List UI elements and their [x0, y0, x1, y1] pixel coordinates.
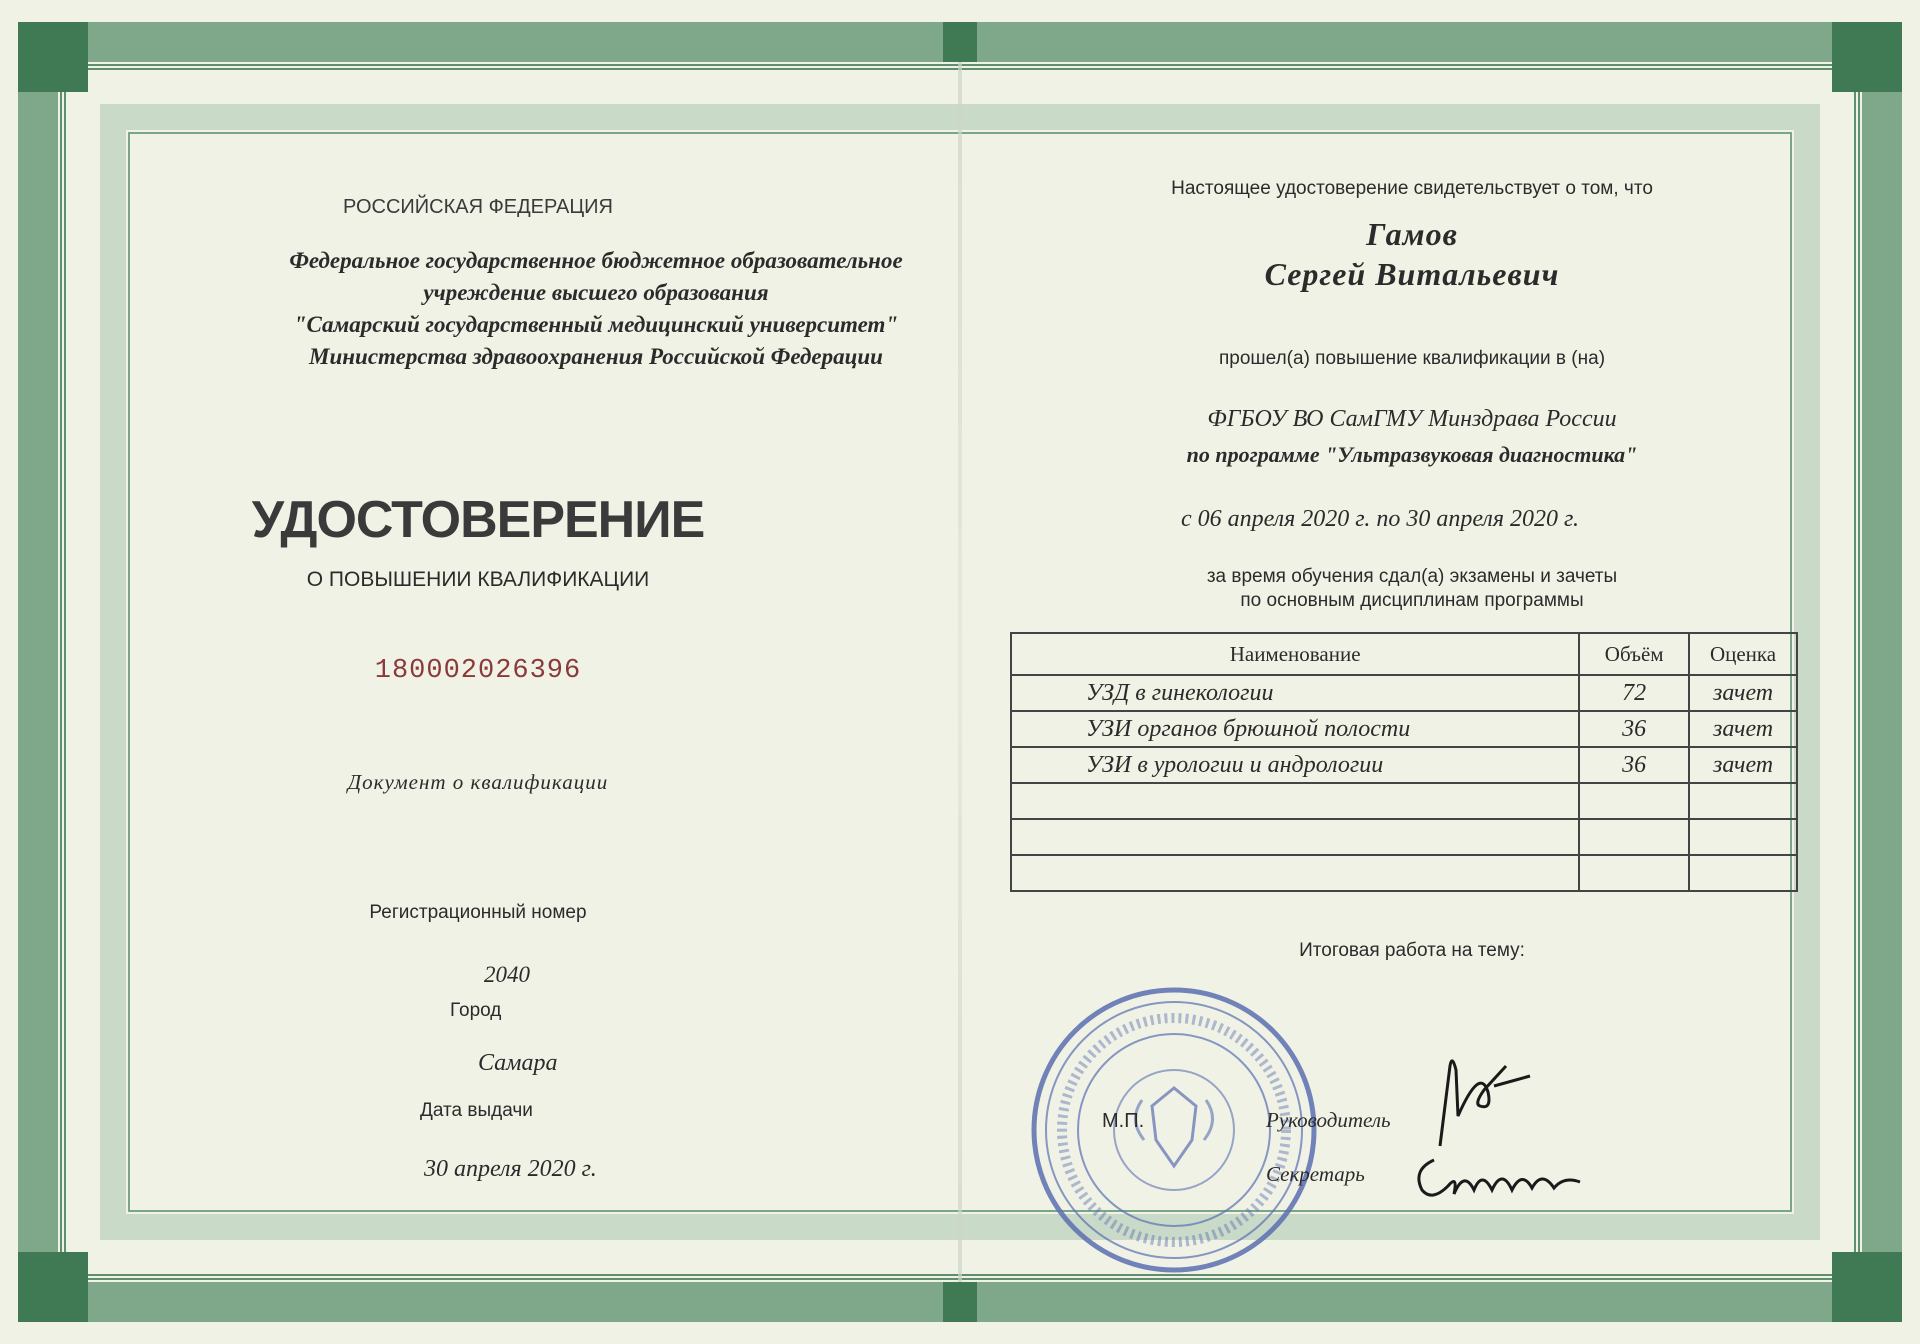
- discipline-volume: [1579, 819, 1689, 855]
- table-row: [1011, 675, 1797, 711]
- document-subtitle: О ПОВЫШЕНИИ КВАЛИФИКАЦИИ: [306, 568, 650, 591]
- discipline-grade: зачет: [1689, 711, 1797, 747]
- registration-label: Регистрационный номер: [369, 902, 587, 923]
- table-row: [1011, 711, 1797, 747]
- exams-line-2: по основным дисциплинам программы: [1240, 590, 1584, 611]
- corner-ornament: [1832, 1252, 1902, 1322]
- discipline-volume: 36: [1579, 747, 1689, 783]
- discipline-grade: зачет: [1689, 675, 1797, 711]
- institution-line-2: учреждение высшего образования: [423, 280, 769, 305]
- final-work-label: Итоговая работа на тему:: [1299, 940, 1525, 961]
- table-row: [1011, 747, 1797, 783]
- corner-ornament: [1832, 22, 1902, 92]
- header-grade: Оценка: [1689, 633, 1797, 675]
- study-period: с 06 апреля 2020 г. по 30 апреля 2020 г.: [1180, 506, 1580, 532]
- holder-surname: Гамов: [1366, 216, 1458, 252]
- secretary-label: Секретарь: [1266, 1162, 1365, 1186]
- center-fold: [958, 22, 962, 1322]
- document-title: УДОСТОВЕРЕНИЕ: [251, 491, 705, 549]
- discipline-grade: зачет: [1689, 747, 1797, 783]
- city-value: Самара: [478, 1050, 558, 1076]
- institution-line-1: Федеральное государственное бюджетное образовательное: [289, 248, 903, 273]
- exams-line-1: за время обучения сдал(а) экзамены и зачеты: [1206, 566, 1618, 587]
- discipline-name: [1011, 783, 1579, 819]
- discipline-volume: 36: [1579, 711, 1689, 747]
- table-row: [1011, 819, 1797, 855]
- corner-ornament: [18, 1252, 88, 1322]
- header-volume: Объём: [1579, 633, 1689, 675]
- discipline-volume: [1579, 783, 1689, 819]
- holder-given-names: Сергей Витальевич: [1264, 256, 1560, 292]
- discipline-name: УЗИ в урологии и андрологии: [1011, 747, 1579, 783]
- discipline-name: УЗИ органов брюшной полости: [1011, 711, 1579, 747]
- issue-date-label: Дата выдачи: [420, 1100, 533, 1121]
- stamp-place-label: М.П.: [1102, 1110, 1145, 1132]
- discipline-name: УЗД в гинекологии: [1011, 675, 1579, 711]
- city-label: Город: [450, 1000, 502, 1021]
- header-name: Наименование: [1011, 633, 1579, 675]
- issue-date-value: 30 апреля 2020 г.: [424, 1156, 597, 1182]
- head-label: Руководитель: [1266, 1108, 1391, 1132]
- discipline-grade: [1689, 783, 1797, 819]
- discipline-grade: [1689, 855, 1797, 891]
- table-row: [1011, 783, 1797, 819]
- organization: ФГБОУ ВО СамГМУ Минздрава России: [1207, 406, 1617, 432]
- secretary-signature: [1404, 1140, 1594, 1210]
- discipline-volume: 72: [1579, 675, 1689, 711]
- intro-text: Настоящее удостоверение свидетельствует о том, что: [1171, 178, 1653, 199]
- corner-ornament: [18, 22, 88, 92]
- discipline-name: [1011, 855, 1579, 891]
- program: по программе "Ультразвуковая диагностика": [1186, 442, 1638, 467]
- disciplines-table: [1010, 632, 1798, 892]
- document-type: Документ о квалификации: [347, 770, 609, 794]
- serial-number: 180002026396: [374, 656, 582, 686]
- fold-ornament-top: [943, 22, 977, 62]
- discipline-name: [1011, 819, 1579, 855]
- discipline-volume: [1579, 855, 1689, 891]
- fold-ornament-bottom: [943, 1282, 977, 1322]
- registration-number: 2040: [484, 962, 530, 987]
- discipline-grade: [1689, 819, 1797, 855]
- country-heading: РОССИЙСКАЯ ФЕДЕРАЦИЯ: [343, 196, 613, 218]
- table-header-row: [1011, 633, 1797, 675]
- passed-text: прошел(а) повышение квалификации в (на): [1218, 348, 1606, 369]
- institution-line-4: Министерства здравоохранения Российской Федерации: [309, 344, 883, 369]
- table-row: [1011, 855, 1797, 891]
- institution-line-3: "Самарский государственный медицинский университет": [293, 312, 899, 337]
